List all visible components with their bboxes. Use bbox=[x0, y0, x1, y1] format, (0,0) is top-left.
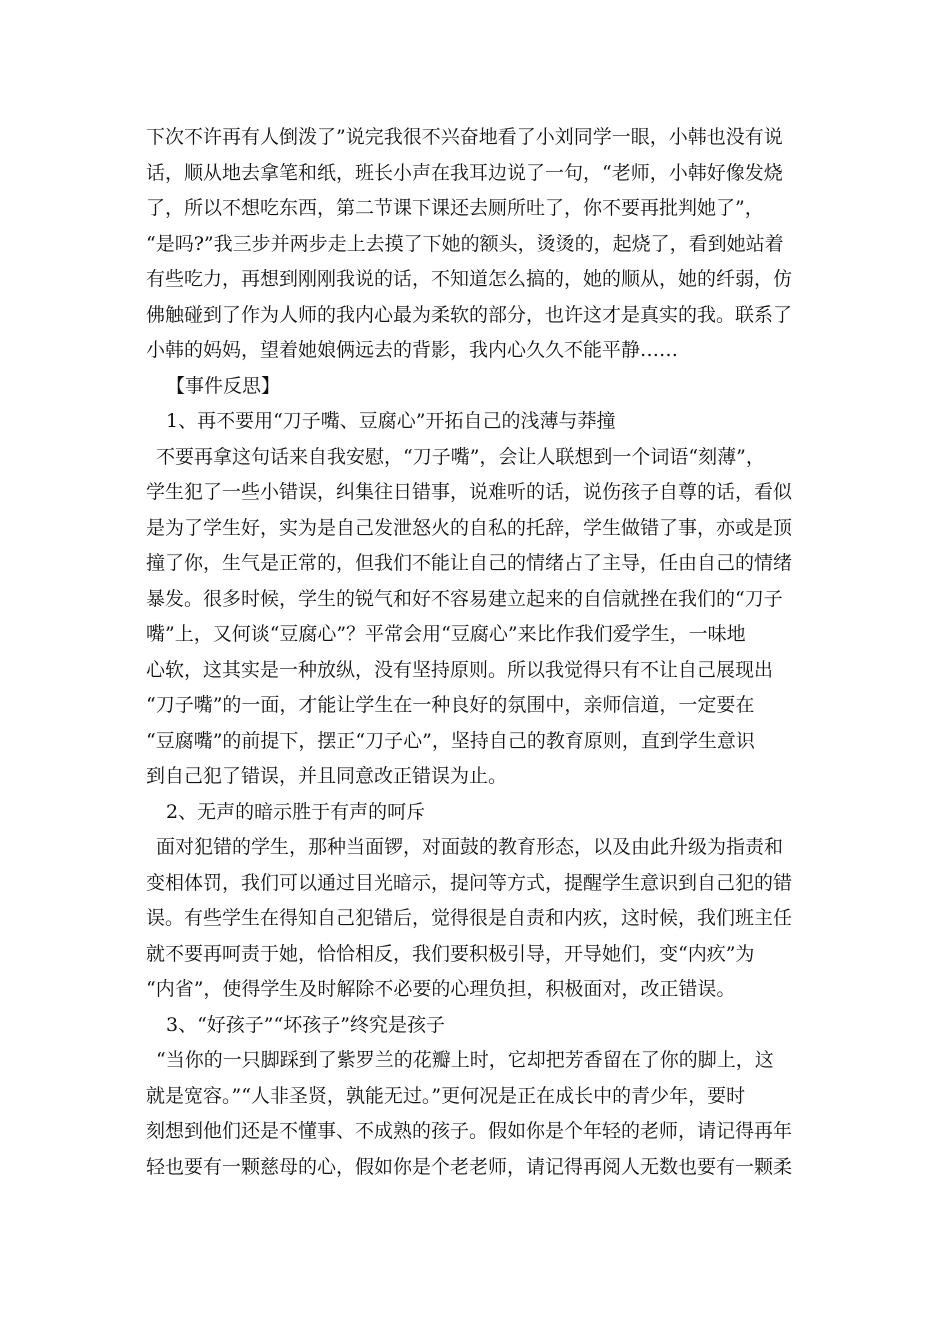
body-line: “刀子嘴”的一面，才能让学生在一种良好的氛围中，亲师信道，一定要在 bbox=[146, 694, 755, 716]
section-heading-reflection: 【事件反思】 bbox=[166, 374, 281, 397]
body-line: “是吗?”我三步并两步走上去摸了下她的额头，烫烫的，起烧了，看到她站着 bbox=[146, 232, 784, 255]
body-line: 轻也要有一颗慈母的心，假如你是个老老师，请记得再阅人无数也要有一颗柔 bbox=[146, 1155, 793, 1178]
body-line: 暴发。很多时候，学生的锐气和好不容易建立起来的自信就挫在我们的“刀子 bbox=[146, 587, 783, 610]
subheading-2: 2、无声的暗示胜于有声的呵斥 bbox=[166, 800, 426, 823]
body-line: 话，顺从地去拿笔和纸，班长小声在我耳边说了一句，“老师，小韩好像发烧 bbox=[146, 161, 783, 184]
body-line: 学生犯了一些小错误，纠集往日错事，说难听的话，说伤孩子自尊的话，看似 bbox=[146, 481, 793, 503]
body-line: 误。有些学生在得知自己犯错后，觉得很是自责和内疚，这时候，我们班主任 bbox=[146, 907, 793, 929]
paragraph-first-line: 不要再拿这句话来自我安慰，“刀子嘴”，会让人联想到一个词语“刻薄”， bbox=[156, 445, 765, 468]
body-line: 就是宽容。”“人非圣贤，孰能无过。”更何况是正在成长中的青少年，要时 bbox=[146, 1084, 746, 1107]
body-line: 撞了你，生气是正常的，但我们不能让自己的情绪占了主导，任由自己的情绪 bbox=[146, 552, 793, 574]
body-line: 了，所以不想吃东西，第二节课下课还去厕所吐了，你不要再批判她了”， bbox=[146, 197, 764, 219]
body-line: 心软，这其实是一种放纵，没有坚持原则。所以我觉得只有不让自己展现出 bbox=[146, 658, 774, 681]
body-line: 刻想到他们还是不懂事、不成熟的孩子。假如你是个年轻的老师，请记得再年 bbox=[146, 1120, 793, 1142]
body-line: 下次不许再有人倒泼了”说完我很不兴奋地看了小刘同学一眼，小韩也没有说 bbox=[146, 126, 783, 148]
body-line: 就不要再呵责于她，恰恰相反，我们要积极引导，开导她们，变“内疚”为 bbox=[146, 942, 755, 965]
body-line: 小韩的妈妈，望着她娘俩远去的背影，我内心久久不能平静…… bbox=[146, 339, 679, 361]
body-line: 是为了学生好，实为是自己发泄怒火的自私的托辞，学生做错了事，亦或是顶 bbox=[146, 516, 793, 539]
subheading-1: 1、再不要用“刀子嘴、豆腐心”开拓自己的浅薄与莽撞 bbox=[166, 410, 616, 432]
body-line: “豆腐嘴”的前提下，摆正“刀子心”，坚持自己的教育原则，直到学生意识 bbox=[146, 729, 755, 752]
paragraph-first-line: “当你的一只脚踩到了紫罗兰的花瓣上时，它却把芳香留在了你的脚上，这 bbox=[156, 1049, 774, 1071]
paragraph-first-line: 面对犯错的学生，那种当面锣，对面鼓的教育形态，以及由此升级为指责和 bbox=[156, 836, 784, 858]
subheading-3: 3、“好孩子”“坏孩子”终究是孩子 bbox=[166, 1013, 445, 1036]
body-line: 嘴”上，又何谈“豆腐心”？平常会用“豆腐心”来比作我们爱学生，一味地 bbox=[146, 623, 746, 645]
body-line: 有些吃力，再想到刚刚我说的话，不知道怎么搞的，她的顺从，她的纤弱，仿 bbox=[146, 268, 793, 290]
body-line: 到自己犯了错误，并且同意改正错误为止。 bbox=[146, 765, 508, 787]
document-body bbox=[146, 120, 806, 1185]
body-line: “内省”，使得学生及时解除不必要的心理负担，积极面对，改正错误。 bbox=[146, 978, 736, 1000]
body-line: 变相体罚，我们可以通过目光暗示，提问等方式，提醒学生意识到自己犯的错 bbox=[146, 871, 793, 894]
body-line: 佛触碰到了作为人师的我内心最为柔软的部分，也许这才是真实的我。联系了 bbox=[146, 303, 793, 326]
